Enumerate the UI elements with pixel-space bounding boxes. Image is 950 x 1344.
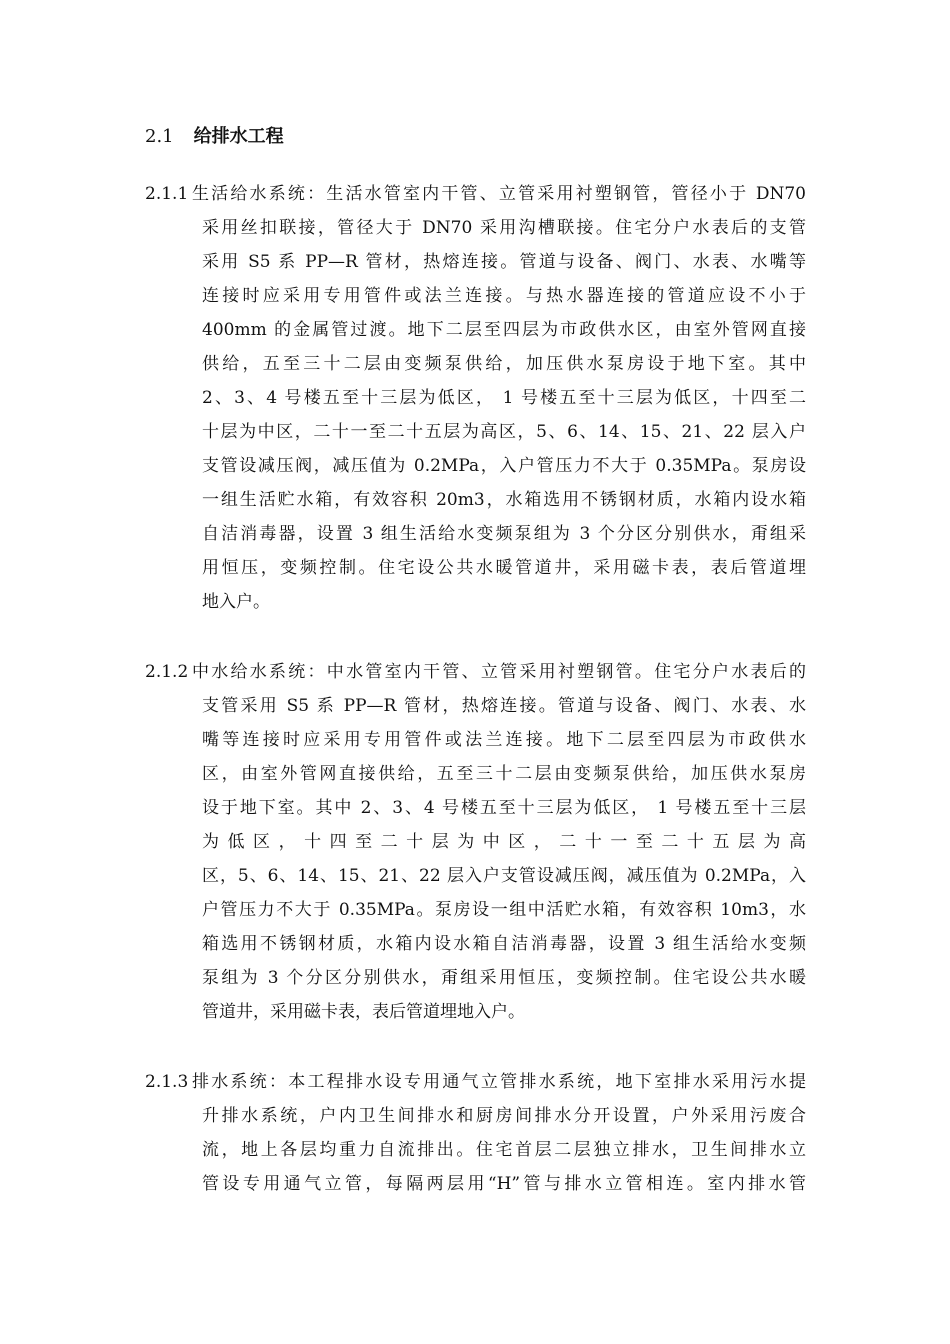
paragraph-line: 嘴等连接时应采用专用管件或法兰连接。地下二层至四层为市政供水: [202, 730, 806, 750]
section-number: 2.1.3: [145, 1072, 189, 1092]
paragraph-line: 箱选用不锈钢材质，水箱内设水箱自洁消毒器，设置 3 组生活给水变频: [202, 934, 806, 954]
paragraph-line: 采用 S5 系 PP—R 管材，热熔连接。管道与设备、阀门、水表、水嘴等: [202, 252, 806, 272]
section-number: 2.1.1: [145, 184, 189, 204]
paragraph-line: 生活给水系统：生活水管室内干管、立管采用衬塑钢管，管径小于 DN70: [192, 184, 806, 204]
paragraph-line: 2、3、4 号楼五至十三层为低区， 1 号楼五至十三层为低区，十四至二: [202, 388, 806, 408]
paragraph-line: 地入户。: [202, 592, 270, 612]
paragraph-line: 供给，五至三十二层由变频泵供给，加压供水泵房设于地下室。其中: [202, 354, 806, 374]
paragraph-line: 为 低 区 ， 十 四 至 二 十 层 为 中 区 ， 二 十 一 至 二 十 五 层 为 高: [202, 832, 806, 852]
paragraph-line: 用恒压，变频控制。住宅设公共水暖管道井，采用磁卡表，表后管道埋: [202, 558, 806, 578]
heading-title: 给排水工程: [193, 126, 284, 147]
paragraph-line: 支管采用 S5 系 PP—R 管材，热熔连接。管道与设备、阀门、水表、水: [202, 696, 806, 716]
section-heading: [145, 124, 284, 150]
paragraph-line: 排水系统：本工程排水设专用通气立管排水系统，地下室排水采用污水提: [192, 1072, 806, 1092]
paragraph-line: 连接时应采用专用管件或法兰连接。与热水器连接的管道应设不小于: [202, 286, 806, 306]
paragraph-line: 管设专用通气立管，每隔两层用“H”管与排水立管相连。室内排水管: [202, 1174, 806, 1194]
paragraph-line: 中水给水系统：中水管室内干管、立管采用衬塑钢管。住宅分户水表后的: [192, 662, 806, 682]
paragraph-line: 400mm 的金属管过渡。地下二层至四层为市政供水区，由室外管网直接: [202, 320, 806, 340]
paragraph-line: 十层为中区，二十一至二十五层为高区，5、6、14、15、21、22 层入户: [202, 422, 806, 442]
paragraph-line: 一组生活贮水箱，有效容积 20m3，水箱选用不锈钢材质，水箱内设水箱: [202, 490, 806, 510]
paragraph-line: 流，地上各层均重力自流排出。住宅首层二层独立排水，卫生间排水立: [202, 1140, 806, 1160]
paragraph-line: 升排水系统，户内卫生间排水和厨房间排水分开设置，户外采用污废合: [202, 1106, 806, 1126]
paragraph-line: 区，由室外管网直接供给，五至三十二层由变频泵供给，加压供水泵房: [202, 764, 806, 784]
paragraph-line: 支管设减压阀，减压值为 0.2MPa，入户管压力不大于 0.35MPa。泵房设: [202, 456, 806, 476]
paragraph-line: 管道井，采用磁卡表，表后管道埋地入户。: [202, 1002, 525, 1022]
heading-number: 2.1: [145, 126, 174, 147]
paragraph-line: 自洁消毒器，设置 3 组生活给水变频泵组为 3 个分区分别供水，甭组采: [202, 524, 806, 544]
paragraph-line: 设于地下室。其中 2、3、4 号楼五至十三层为低区， 1 号楼五至十三层: [202, 798, 806, 818]
paragraph-line: 区，5、6、14、15、21、22 层入户支管设减压阀，减压值为 0.2MPa，入: [202, 866, 806, 886]
paragraph-line: 户管压力不大于 0.35MPa。泵房设一组中活贮水箱，有效容积 10m3，水: [202, 900, 806, 920]
paragraph-line: 采用丝扣联接，管径大于 DN70 采用沟槽联接。住宅分户水表后的支管: [202, 218, 806, 238]
section-number: 2.1.2: [145, 662, 189, 682]
paragraph-line: 泵组为 3 个分区分别供水，甭组采用恒压，变频控制。住宅设公共水暖: [202, 968, 806, 988]
